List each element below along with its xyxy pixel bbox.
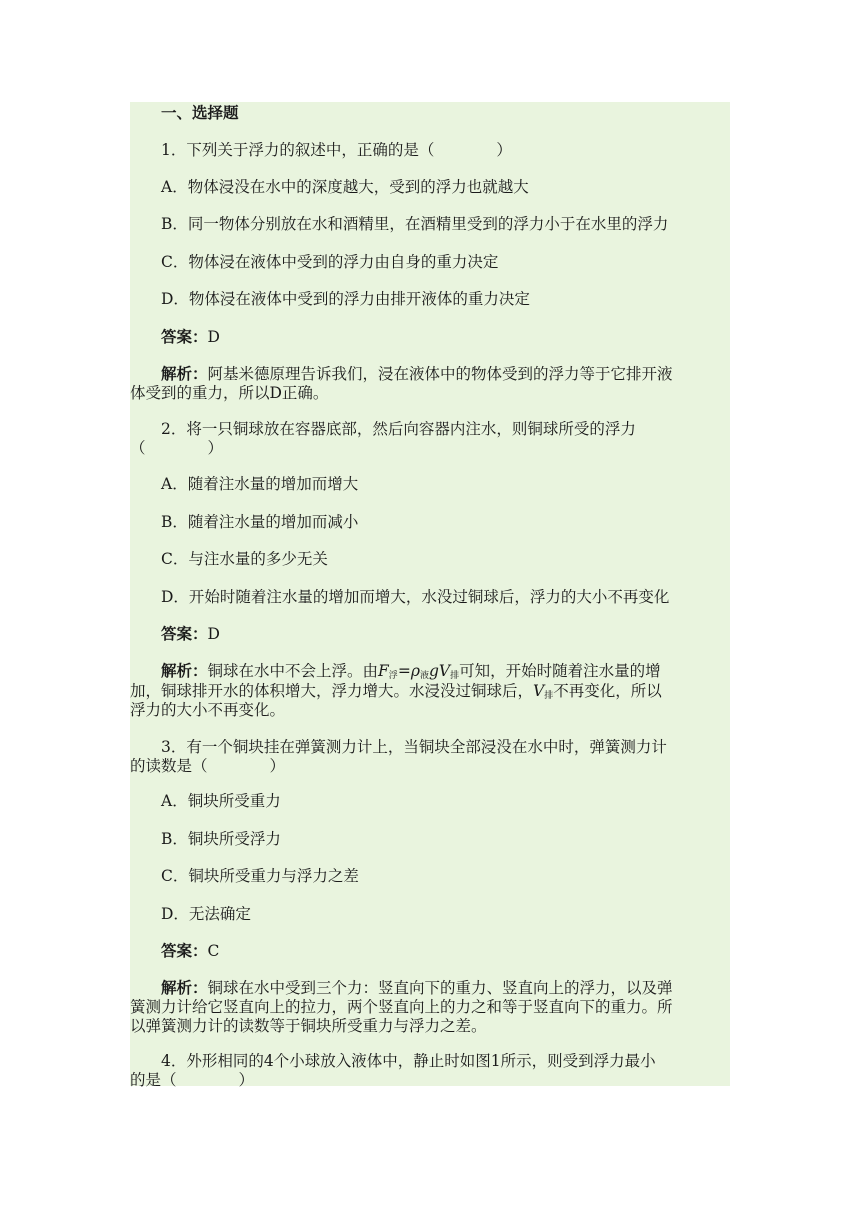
q2-option-a: A．随着注水量的增加而增大 [161, 475, 359, 493]
formula-F: F [378, 662, 389, 680]
analysis-label: 解析： [161, 364, 208, 383]
document-page [130, 102, 730, 1089]
answer-value: D [207, 328, 220, 346]
q3-option-b: B．铜块所受浮力 [161, 830, 281, 848]
formula-sub-pai: 排 [544, 691, 554, 701]
analysis-label: 解析： [161, 978, 208, 997]
q1-option-d: D．物体浸在液体中受到的浮力由排开液体的重力决定 [161, 290, 530, 308]
q4-stem-line-2: 的是（ ） [130, 1071, 255, 1089]
q3-analysis-line-3: 以弹簧测力计的读数等于铜块所受重力与浮力之差。 [130, 1017, 487, 1035]
q3-option-a [130, 790, 730, 812]
q1-option-a: A．物体浸没在水中的深度越大，受到的浮力也就越大 [161, 178, 529, 196]
formula-g: g [428, 662, 439, 680]
analysis-text: 阿基米德原理告诉我们，浸在液体中的物体受到的浮力等于它排开液 [207, 365, 673, 383]
analysis-text: 铜球在水中不会上浮。由 [207, 662, 379, 680]
answer-label: 答案： [161, 941, 208, 960]
q1-stem: 1．下列关于浮力的叙述中，正确的是（ ） [161, 141, 512, 159]
formula-rho: ρ [410, 662, 420, 680]
q2-option-b: B．随着注水量的增加而减小 [161, 513, 359, 531]
formula-sub-fu: 浮 [388, 671, 398, 681]
q3-answer [130, 940, 730, 962]
q2-option-c: C．与注水量的多少无关 [161, 550, 328, 568]
answer-value: C [207, 942, 220, 960]
q3-stem-line-1: 3．有一个铜块挂在弹簧测力计上，当铜块全部浸没在水中时，弹簧测力计 [161, 738, 667, 756]
q2-option-d: D．开始时随着注水量的增加而增大，水没过铜球后，浮力的大小不再变化 [161, 588, 670, 606]
formula-V: V [533, 682, 545, 700]
analysis-text-cont: 可知，开始时随着注水量的增 [459, 662, 661, 680]
q3-stem-line-2: 的读数是（ ） [130, 757, 286, 775]
q1-option-b: B．同一物体分别放在水和酒精里，在酒精里受到的浮力小于在水里的浮力 [161, 215, 669, 233]
formula-sub-pai: 排 [450, 671, 460, 681]
answer-label: 答案： [161, 624, 208, 643]
q1-answer [130, 326, 730, 348]
analysis-label: 解析： [161, 661, 208, 680]
analysis-text: 加，铜球排开水的体积增大，浮力增大。水浸没过铜球后， [130, 682, 534, 700]
answer-value: D [207, 625, 220, 643]
option-text: A．铜块所受重力 [161, 792, 281, 810]
analysis-text: 铜球在水中受到三个力：竖直向下的重力、竖直向上的浮力，以及弹 [207, 979, 673, 997]
section-title: 一、选择题 [161, 103, 239, 122]
q3-option-d: D．无法确定 [161, 905, 251, 923]
q1-option-c: C．物体浸在液体中受到的浮力由自身的重力决定 [161, 253, 499, 271]
q3-analysis-line-2: 簧测力计给它竖直向上的拉力，两个竖直向上的力之和等于竖直向下的重力。所 [130, 998, 673, 1016]
q3-option-c: C．铜块所受重力与浮力之差 [161, 867, 359, 885]
formula-V: V [438, 662, 451, 680]
q2-analysis-line-3: 浮力的大小不再变化。 [130, 701, 286, 719]
answer-label: 答案： [161, 327, 208, 346]
q2-stem-line-2: （ ） [130, 439, 224, 457]
formula-sub-ye: 液 [419, 671, 429, 681]
q4-stem-line-1: 4．外形相同的4个小球放入液体中，静止时如图1所示，则受到浮力最小 [161, 1052, 656, 1070]
q1-analysis-line-2: 体受到的重力，所以D正确。 [130, 384, 329, 402]
analysis-text-cont: 不再变化，所以 [553, 682, 662, 700]
formula-equals: = [397, 662, 411, 680]
q2-stem-line-1: 2．将一只铜球放在容器底部，然后向容器内注水，则铜球所受的浮力 [161, 420, 636, 438]
q2-answer [130, 623, 730, 645]
